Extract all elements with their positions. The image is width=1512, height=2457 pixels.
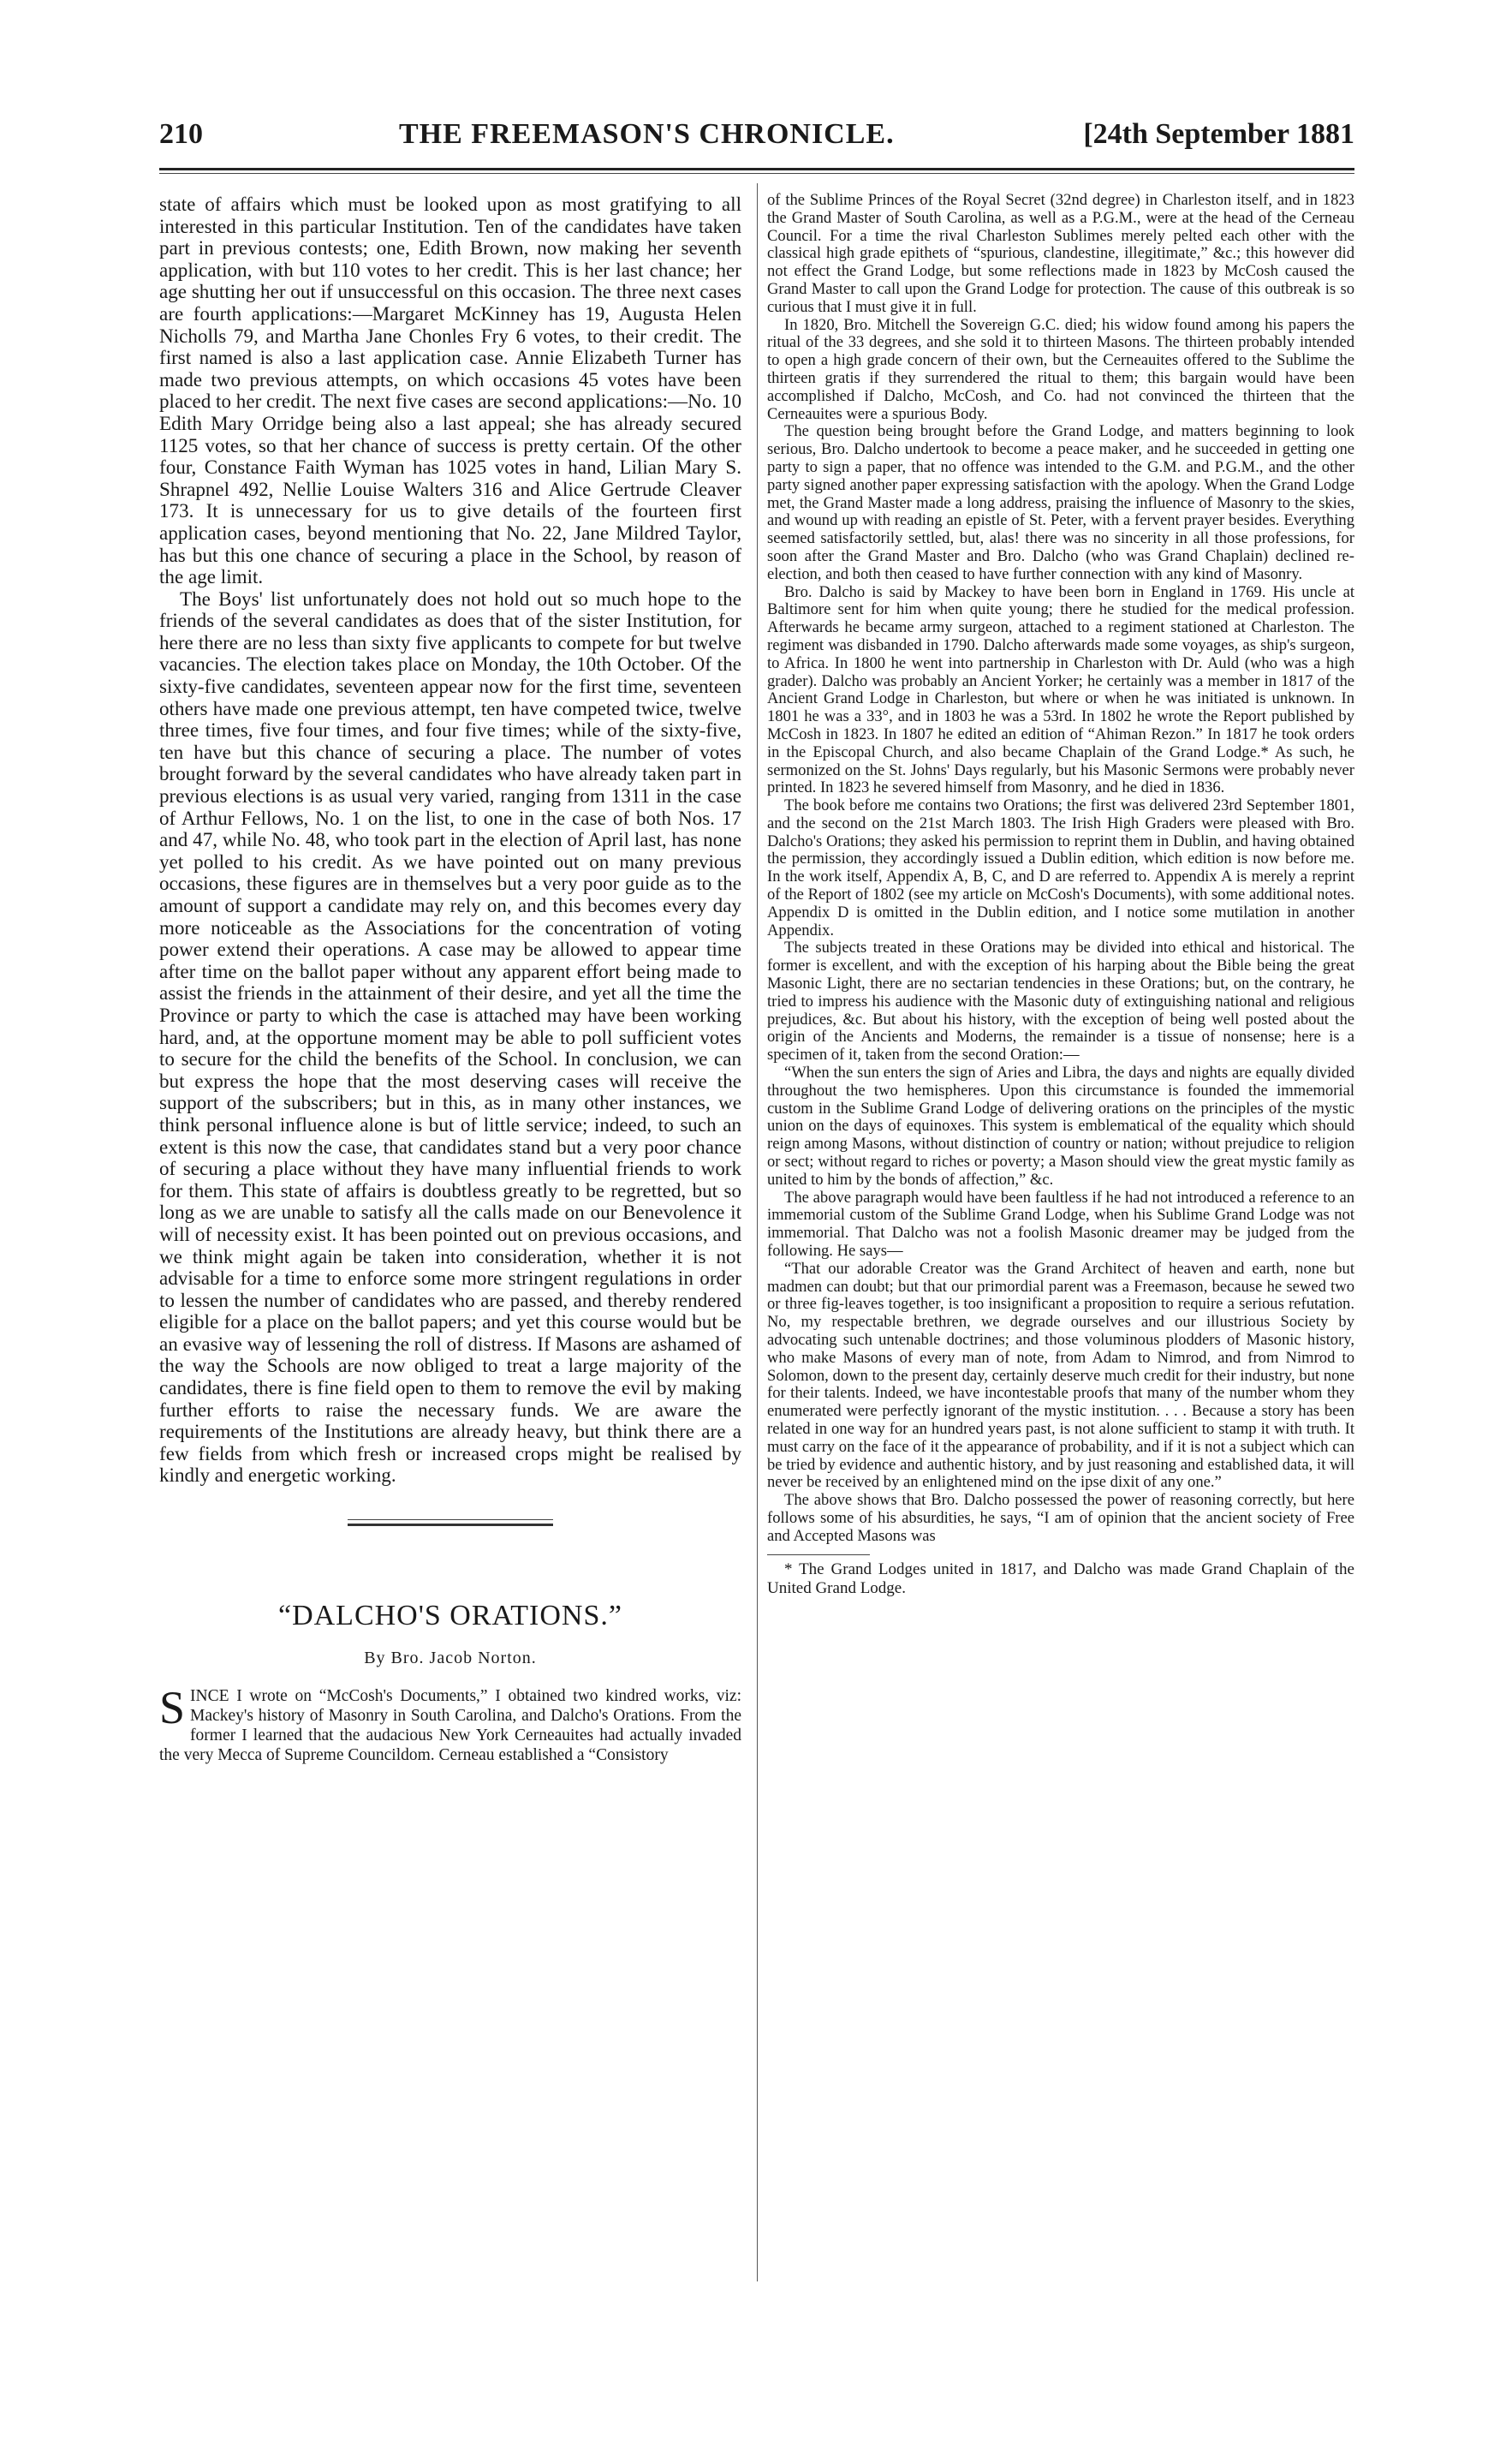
left-paragraph: The Boys' list unfortunately does not hold out so much hope to the friends of the several candidates as does that of the sister Institution, for here there are no less than sixty five applicants to compete for but twelve vacancies. The election takes place on Monday, the 10th October. Of the sixty-five candidates, seventeen appear now for the first time, seventeen others have made one previous attempt, ten have competed twice, twelve three times, five four times, and four five times; while of the sixty-five, ten have but this chance of securing a place. The number of votes brought forward by the several candidates who have already taken part in previous elections is as usual very varied, ranging from 1311 in the case of Arthur Fellows, No. 1 on the list, to one in the case of both Nos. 17 and 47, while No. 48, who took part in the election of April last, has none yet polled to his credit. As we have pointed out on many previous occasions, these figures are in themselves but a very poor guide as to the amount of support a candidate may rely on, and this becomes every day more noticeable as the Associations for the concentration of voting power extend their operations. A case may be allowed to appear time after time on the ballot paper without any apparent effort being made to assist the friends in the attainment of their desire, and yet all the time the Province or party to which the case is attached may have been working hard, and, at the opportune moment may be able to poll sufficient votes to secure for the child the benefits of the School. In conclusion, we can but express the hope that the most deserving cases will receive the support of the subscribers; but in this, as in many other instances, we think personal influence alone is but of little service; indeed, to such an extent is this now the case, that candidates stand but a very poor chance of securing a place without they have many influential friends to work for them. This state of affairs is doubtless greatly to be regretted, but so long as we are unable to satisfy all the calls made on our Benevolence it will of necessity exist. It has been pointed out on previous occasions, and we think might again be taken into consideration, whether it is not advisable for a time to enforce some more stringent regulations in order to lessen the number of candidates who are passed, and thereby rendered eligible for a place on the ballot papers; and yet this course would but be an evasive way of lessening the roll of distress. If Masons are ashamed of the way the Schools are now obliged to treat a large majority of the candidates, there is fine field open to them to remove the evil by making further efforts to raise the necessary funds. We are aware the requirements of the Institutions are already heavy, but think there are a few fields from which fresh or increased crops might be realised by kindly and energetic working.: [159, 587, 741, 1487]
right-paragraph: Bro. Dalcho is said by Mackey to have been born in England in 1769. His uncle at Baltimore sent for him when quite young; there he studied for the medical profession. Afterwards he became army surgeon, attached to a regiment stationed at Charleston. The regiment was disbanded in 1790. Dalcho afterwards made some voyages, as ship's surgeon, to Africa. In 1800 he went into partnership in Charleston with Dr. Auld (who was a high grader). Dalcho was probably an Ancient Yorker; he certainly was a member in 1817 of the Ancient Grand Lodge in Charleston, but where or when he was initiated is unknown. In 1801 he was a 33°, and in 1803 he was a 53rd. In 1802 he wrote the Report published by McCosh in 1823. In 1807 he edited an edition of “Ahiman Rezon.” In 1817 he took orders in the Episcopal Church, and also became Chaplain of the Grand Lodge.* As such, he sermonized on the St. Johns' Days regularly, but his Masonic Sermons were probably never printed. In 1823 he severed himself from Masonry, and he died in 1836.: [767, 582, 1354, 797]
right-paragraph: The question being brought before the Grand Lodge, and matters beginning to look serious, Bro. Dalcho undertook to become a peace maker, and he succeeded in getting one party to sign a paper, that no offence was intended to the G.M. and P.G.M., and the other party signed another paper expressing satisfaction with the apology. When the Grand Lodge met, the Grand Master made a long address, praising the influence of Masonry to the skies, and wound up with reading an epistle of St. Peter, with a fervent prayer besides. Everything seemed satisfactorily settled, but, alas! there was no sincerity in all those professions, for soon after the Grand Master and Bro. Dalcho (who was Grand Chaplain) declined re-election, and both then ceased to have further connection with any kind of Masonry.: [767, 422, 1354, 583]
left-paragraph: state of affairs which must be looked upon as most gratifying to all interested in this particular Institution. Ten of the candidates have taken part in previous contests; one, Edith Brown, now making her seventh application, with but 110 votes to her credit. This is her last chance; her age shutting her out if unsuccessful on this occasion. The three next cases are fourth applications:—Margaret McKinney has 19, Augusta Helen Nicholls 79, and Martha Jane Chonles Fry 6 votes, to their credit. The first named is also a last application case. Annie Elizabeth Turner has made two previous attempts, on which occasions 45 votes have been placed to her credit. The next five cases are second applications:—No. 10 Edith Mary Orridge being also a last appeal; she has already secured 1125 votes, so that her chance of success is pretty certain. Of the other four, Constance Faith Wyman has 1025 votes in hand, Lilian Mary S. Shrapnel 492, Nellie Louise Walters 316 and Alice Gertrude Cleaver 173. It is unnecessary for us to give details of the fourteen first application cases, beyond mentioning that No. 22, Jane Mildred Taylor, has but this one chance of securing a place in the School, by reason of the age limit.: [159, 193, 742, 588]
page-number: 210: [159, 118, 203, 150]
article-byline: By Bro. Jacob Norton.: [364, 1648, 537, 1667]
masthead: [159, 118, 1354, 161]
right-paragraph: In 1820, Bro. Mitchell the Sovereign G.C. died; his widow found among his papers the ritual of the 33 degrees, and she sold it to thirteen Masons. The thirteen probably intended to open a high grade concern of their own, but the Cerneauites offered to the Sublime the thirteen gratis if they surrendered the ritual to them; this bargain would have been accomplished if Dalcho, McCosh, and Co. had not convinced the thirteen that the Cerneauites were a spurious Body.: [767, 315, 1354, 423]
column-divider: [757, 183, 758, 2281]
right-paragraph: The above paragraph would have been faultless if he had not introduced a reference to an immemorial custom of the Sublime Grand Lodge, when his Sublime Grand Lodge was not immemorial. That Dalcho was not a foolish Masonic dreamer may be judged from the following. He says—: [767, 1188, 1354, 1261]
right-paragraph: The subjects treated in these Orations may be divided into ethical and historical. The former is excellent, and with the exception of his harping about the Bible being the great Masonic Light, there are no sectarian tendencies in these Orations; but, on the contrary, he tried to impress his audience with the Masonic duty of extinguishing national and religious prejudices, &c. But about his history, with the exception of being well posted about the origin of the Ancients and Moderns, the remainder is a tissue of nonsense; here is a specimen of it, taken from the second Oration:—: [767, 939, 1354, 1065]
right-column: [767, 192, 1354, 1598]
footnote-rule: [767, 1554, 870, 1555]
footnote: * The Grand Lodges united in 1817, and Dalcho was made Grand Chaplain of the United Grand Lodge.: [767, 1559, 1354, 1597]
publication-title: THE FREEMASON'S CHRONICLE.: [399, 118, 895, 150]
masthead-rule-thin: [159, 173, 1354, 174]
masthead-rule: [159, 168, 1354, 170]
article-intro: [159, 1682, 741, 1765]
section-separator-thick: [348, 1524, 553, 1526]
article-intro-text: INCE I wrote on “McCosh's Documents,” I obtained two kindred works, viz: Mackey's history of Masonry in South Carolina, and Dalcho's Orations. From the former I learned that the audacious New York Cerneauites had actually invaded the very Mecca of Supreme Councildom. Cerneau established a “Consistory: [159, 1687, 741, 1765]
issue-date: [24th September 1881: [1083, 118, 1354, 150]
quoted-passage: “When the sun enters the sign of Aries and Libra, the days and nights are equally divided throughout the two hemispheres. Upon this circumstance is founded the immemorial custom in the Sublime Grand Lodge of delivering orations on the principles of the mystic union on the days of equinoxes. This system is emblematical of the equality which should reign among Masons, without distinction of country or nation; without prejudice to religion or sect; without regard to riches or poverty; a Mason should view the great mystic family as united to him by the bonds of affection,” &c.: [767, 1064, 1354, 1189]
quoted-passage: “That our adorable Creator was the Grand Architect of heaven and earth, none but madmen can doubt; but that our primordial parent was a Freemason, because he sewed two or three fig-leaves together, is too insignificant a proposition to require a serious refutation. No, my respectable brethren, we degrade ourselves and our illustrious Society by advocating such untenable doctrines; and those voluminous plodders of Masonic history, who make Masons of every man of note, from Adam to Nimrod, and from Nimrod to Solomon, down to the present day, certainly deserve much credit for their industry, but none for their talents. Indeed, we have incontestable proofs that many of the number whom they enumerated were perfectly ignorant of the mystic institution. . . . Because a story has been related in one way for an hundred years past, is not alone sufficient to stamp it with truth. It must carry on the face of it the appearance of probability, and if it is not a subject which can be tried by evidence and authentic history, and by just reasoning and established data, it will never be received by an enlightened mind on the ipse dixit of any one.”: [767, 1259, 1354, 1492]
right-paragraph: of the Sublime Princes of the Royal Secret (32nd degree) in Charleston itself, and in 1823 the Grand Master of South Carolina, as well as a P.G.M., were at the head of the Cerneau Council. For a time the rival Charleston Sublimes merely pelted each other with the classical high grade epithets of “spurious, clandestine, illegitimate,” &c.; this however did not effect the Grand Lodge, but some reflections made in 1823 by McCosh caused the Grand Master to call upon the Grand Lodge for protection. The cause of this outbreak is so curious that I must give it in full.: [767, 191, 1354, 316]
left-column: [159, 194, 741, 1765]
right-paragraph: The book before me contains two Orations; the first was delivered 23rd September 1801, and the second on the 21st March 1803. The Irish High Graders were pleased with Bro. Dalcho's Orations; they asked his permission to reprint them in Dublin, and having obtained the permission, they accordingly issued a Dublin edition, which edition is now before me. In the work itself, Appendix A, B, C, and D are referred to. Appendix A is merely a reprint of the Report of 1802 (see my article on McCosh's Documents), with some additional notes. Appendix D is omitted in the Dublin edition, and I notice some mutilation in another Appendix.: [767, 796, 1354, 939]
article-title: “DALCHO'S ORATIONS.”: [277, 1600, 622, 1632]
section-separator: [348, 1519, 553, 1520]
right-paragraph: The above shows that Bro. Dalcho possessed the power of reasoning correctly, but here follows some of his absurdities, he says, “I am of opinion that the ancient society of Free and Accepted Masons was: [767, 1491, 1354, 1545]
drop-cap: S: [159, 1682, 186, 1734]
